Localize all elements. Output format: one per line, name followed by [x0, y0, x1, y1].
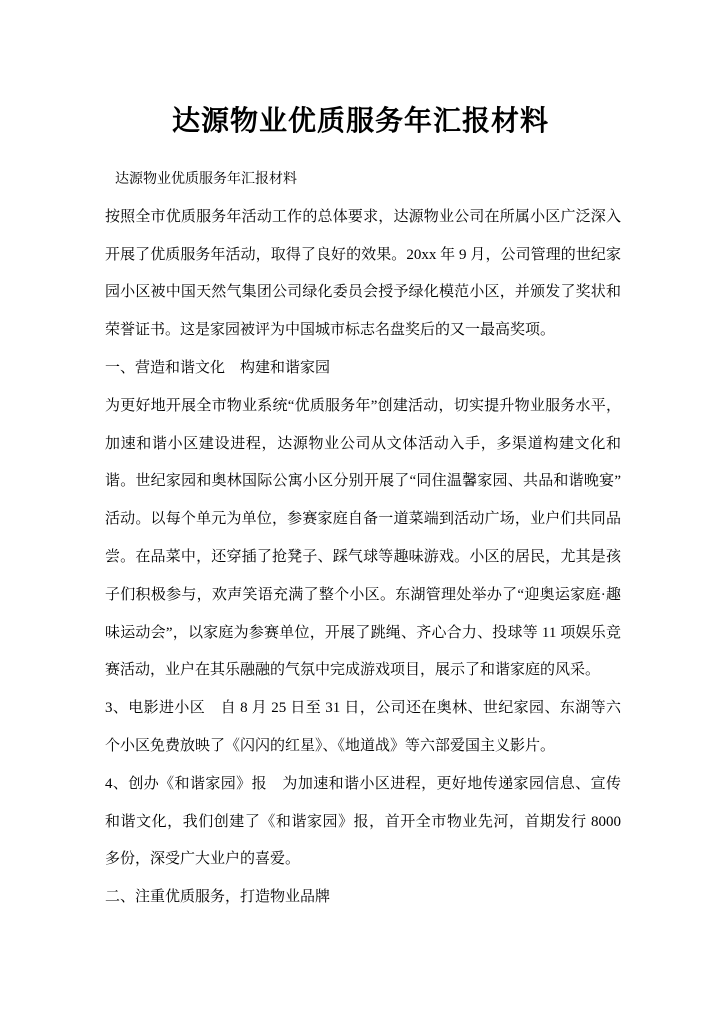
paragraph-harmony-culture: 为更好地开展全市物业系统“优质服务年”创建活动，切实提升物业服务水平，加速和谐小区建设进程，达源物业公司从文体活动入手，多渠道构建文化和谐。世纪家园和奥林国际公寓小区分别开展了“同住温馨家园、共品和谐晚宴”活动。以每个单元为单位，参赛家庭自备一道菜端到活动广场，业户们共同品尝。在品菜中，还穿插了抢凳子、踩气球等趣味游戏。小区的居民，尤其是孩子们积极参与，欢声笑语充满了整个小区。东湖管理处举办了“迎奥运家庭·趣味运动会”，以家庭为参赛单位，开展了跳绳、齐心合力、投球等 11 项娱乐竞赛活动，业户在其乐融融的气氛中完成游戏项目，展示了和谐家庭的风采。	[105, 397, 621, 679]
document-title: 达源物业优质服务年汇报材料	[171, 105, 549, 137]
document-body	[105, 161, 621, 917]
paragraph-movies-in-community: 3、电影进小区 自 8 月 25 日至 31 日，公司还在奥林、世纪家园、东湖等六个小区免费放映了《闪闪的红星》、《地道战》等六部爱国主义影片。	[105, 700, 621, 754]
paragraph-harmony-newspaper: 4、创办《和谐家园》报 为加速和谐小区进程，更好地传递家园信息、宣传和谐文化，我们创建了《和谐家园》报，首开全市物业先河，首期发行 8000 多份，深受广大业户的喜爱。	[105, 775, 621, 868]
section-heading-1: 一、营造和谐文化 构建和谐家园	[105, 359, 331, 376]
document-subtitle: 达源物业优质服务年汇报材料	[115, 172, 297, 187]
paragraph-overview: 按照全市优质服务年活动工作的总体要求，达源物业公司在所属小区广泛深入开展了优质服务年活动，取得了良好的效果。20xx 年 9 月，公司管理的世纪家园小区被中国天然气集团公司绿化委员会授予绿化模范小区，并颁发了奖状和荣誉证书。这是家园被评为中国城市标志名盘奖后的又一最高奖项。	[105, 208, 621, 339]
section-heading-2: 二、注重优质服务，打造物业品牌	[105, 889, 331, 906]
